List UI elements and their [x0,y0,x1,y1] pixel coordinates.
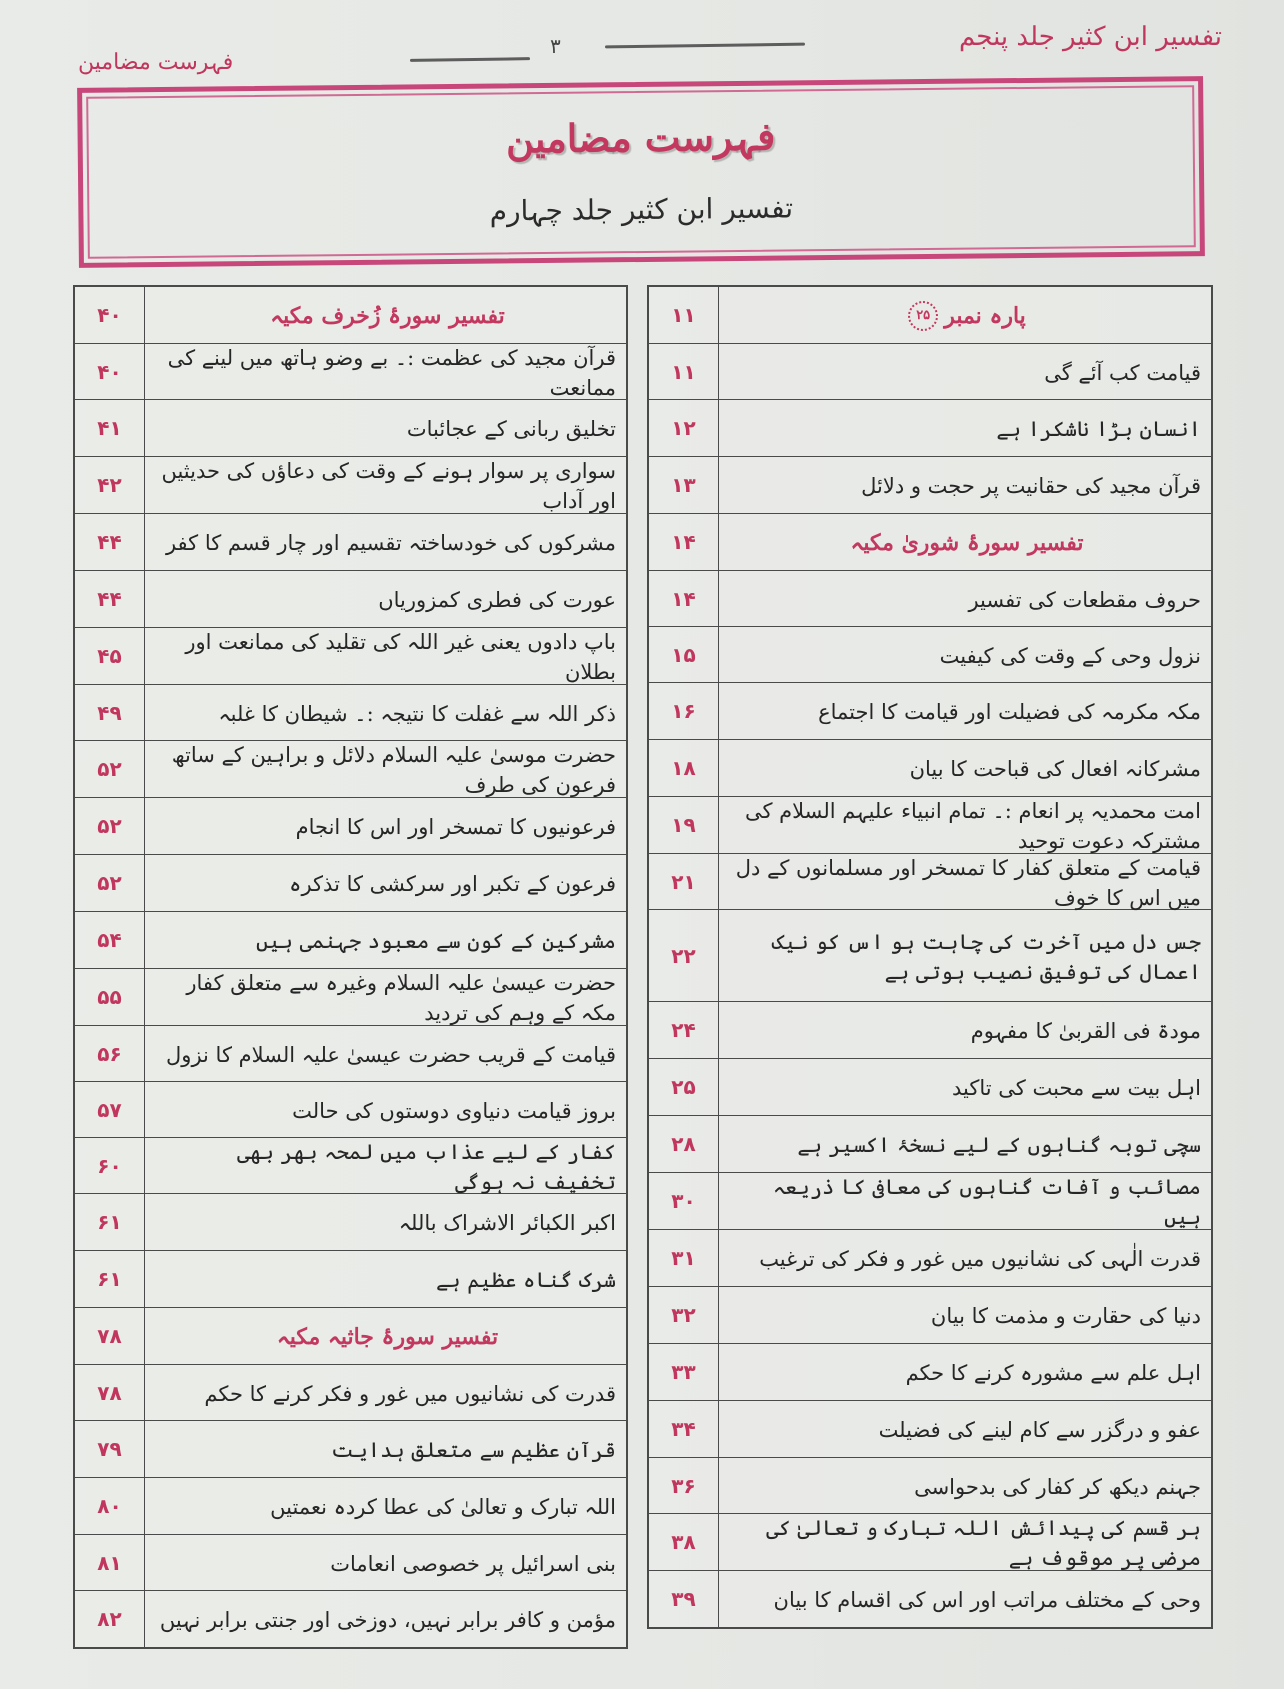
toc-page-number: ۱۳ [649,457,719,513]
page-title: فہرست مضامین [505,113,776,162]
toc-page-number: ۱۸ [649,740,719,796]
toc-entry [649,400,1211,457]
toc-page-number: ۱۵ [649,627,719,682]
toc-entry [75,1082,626,1138]
toc-topic [719,797,1211,853]
toc-section-heading [649,514,1211,571]
page-subtitle: تفسیر ابن کثیر جلد چہارم [489,191,794,228]
topic-text: جس دل میں آخرت کی چاہت ہو اس کو نیک اعمال کی توفیق نصیب ہوتی ہے [771,929,1201,984]
toc-entry [649,1002,1211,1059]
toc-page-number: ۵۲ [75,855,145,911]
toc-topic [719,514,1211,570]
topic-text: اکبر الکبائر الاشراک باللہ [398,1211,616,1235]
toc-page-number: ۵۷ [75,1082,145,1137]
toc-page-number: ۴۴ [75,571,145,627]
topic-text: اہل علم سے مشورہ کرنے کا حکم [905,1361,1201,1385]
topic-text: فرعونیوں کا تمسخر اور اس کا انجام [295,815,616,839]
toc-page-number: ۱۶ [649,683,719,739]
topic-text: حضرت موسیٰ علیہ السلام دلائل و براہین کے ساتھ فرعون کی طرف [171,743,616,797]
toc-entry [649,1173,1211,1230]
toc-page-number: ۱۹ [649,797,719,853]
topic-text: جہنم دیکھ کر کفار کی بدحواسی [914,1474,1201,1499]
topic-text: فرعون کے تکبر اور سرکشی کا تذکرہ [289,872,616,896]
para-number-badge: ۲۵ [908,301,938,331]
toc-topic [145,1138,626,1193]
page-number-rule [410,34,880,64]
toc-entry [75,1421,626,1478]
toc-section-heading [75,1308,626,1365]
toc-topic [145,287,626,343]
toc-page-number: ۶۱ [75,1251,145,1307]
toc-topic [145,1365,626,1420]
toc-page-number: ۴۰ [75,287,145,343]
toc-page-number: ۱۲ [649,400,719,456]
topic-text: نزول وحی کے وقت کی کیفیت [939,643,1201,668]
section-heading-text: تفسیر سورۂ زُخرف مکیہ [270,303,505,329]
topic-text: دنیا کی حقارت و مذمت کا بیان [930,1304,1201,1328]
toc-topic [719,400,1211,456]
topic-text: مصائب و آفات گناہوں کی معافی کا ذریعہ ہیں [772,1175,1201,1229]
topic-text: عورت کی فطری کمزوریاں [378,588,616,612]
toc-topic [719,740,1211,796]
toc-section-heading [75,287,626,344]
toc-entry [649,1401,1211,1458]
toc-topic [719,1458,1211,1513]
toc-topic [145,912,626,968]
toc-page-number: ۳۴ [649,1401,719,1457]
toc-entry [75,855,626,912]
toc-entry [649,627,1211,683]
topic-text: قدرت کی نشانیوں میں غور و فکر کرنے کا حکم [204,1381,616,1406]
running-header-book-title: تفسیر ابن کثیر جلد پنجم [959,22,1222,52]
topic-text: ہر قسم کی پیدائش اللہ تبارک و تعالیٰ کی مرضی پر موقوف ہے [766,1516,1201,1570]
toc-topic [145,571,626,627]
toc-page-number: ۱۱ [649,344,719,399]
toc-entry [649,683,1211,740]
toc-entry [75,1026,626,1082]
toc-entry [75,969,626,1026]
toc-page-number: ۱۱ [649,287,719,343]
toc-entry [649,457,1211,514]
topic-text: اللہ تبارک و تعالیٰ کی عطا کردہ نعمتیں [270,1495,616,1519]
toc-page-number: ۸۱ [75,1535,145,1590]
toc-entry [649,1458,1211,1514]
topic-text: حروف مقطعات کی تفسیر [968,587,1201,612]
topic-text: قرآن مجید کی حقانیت پر حجت و دلائل [861,474,1201,498]
toc-topic [145,628,626,684]
toc-entry [649,1287,1211,1344]
toc-entry [649,1514,1211,1571]
toc-entry [75,685,626,741]
toc-page-number: ۴۵ [75,628,145,684]
toc-entry [75,1194,626,1251]
toc-page-number: ۶۱ [75,1194,145,1250]
toc-topic [145,855,626,911]
toc-entry [649,1344,1211,1401]
toc-topic [145,457,626,513]
topic-text: مؤمن و کافر برابر نہیں، دوزخی اور جنتی برابر نہیں [159,1608,616,1632]
toc-table-right [647,285,1213,1629]
toc-entry [649,854,1211,910]
toc-topic [145,1478,626,1534]
toc-page-number: ۳۹ [649,1571,719,1627]
toc-topic [719,1116,1211,1172]
toc-topic [719,1571,1211,1627]
topic-text: مشرکوں کی خودساختہ تقسیم اور چار قسم کا کفر [165,531,616,555]
toc-entry [75,344,626,400]
toc-topic [719,1401,1211,1457]
topic-text: قدرت الٰہی کی نشانیوں میں غور و فکر کی ترغیب [759,1247,1201,1271]
toc-topic [145,514,626,570]
toc-page-number: ۵۵ [75,969,145,1025]
topic-text: قیامت کے متعلق کفار کا تمسخر اور مسلمانوں کے دل میں اس کا خوف [735,855,1201,910]
toc-page-number: ۸۲ [75,1591,145,1647]
title-frame [77,76,1205,268]
toc-page-number: ۴۹ [75,685,145,740]
toc-page-number: ۲۸ [649,1116,719,1172]
toc-topic [719,910,1211,1001]
toc-topic [719,1173,1211,1229]
toc-entry [649,1571,1211,1627]
toc-topic [145,1026,626,1081]
toc-entry [649,1116,1211,1173]
toc-topic [145,969,626,1025]
topic-text: بنی اسرائیل پر خصوصی انعامات [330,1551,616,1576]
toc-entry [649,797,1211,854]
toc-page-number: ۳۶ [649,1458,719,1513]
toc-entry [75,571,626,628]
toc-topic [145,1251,626,1307]
toc-topic [145,741,626,797]
toc-topic [719,457,1211,513]
toc-entry [75,1535,626,1591]
toc-page-number: ۱۴ [649,514,719,570]
toc-entry [75,628,626,685]
toc-page-number: ۴۴ [75,514,145,570]
toc-topic [145,685,626,740]
toc-topic [719,1230,1211,1286]
running-header-section-title: فہرست مضامین [78,50,234,75]
toc-page-number: ۵۲ [75,741,145,797]
topic-text: قرآن عظیم سے متعلق ہدایت [330,1438,616,1462]
toc-page-number: ۲۴ [649,1002,719,1058]
toc-section-heading [649,287,1211,344]
topic-text: امت محمدیہ پر انعام :۔ تمام انبیاء علیہم السلام کی مشترکہ دعوت توحید [744,799,1201,853]
toc-topic [719,1059,1211,1115]
topic-text: قرآن مجید کی عظمت :۔ بے وضو ہاتھ میں لینے کی ممانعت [167,345,616,400]
toc-topic [719,683,1211,739]
header-rule-left [410,57,530,62]
page-number: ۳ [550,34,561,58]
section-heading-text: پارہ نمبر [944,303,1026,329]
toc-page-number: ۳۲ [649,1287,719,1343]
topic-text: مشرکانہ افعال کی قباحت کا بیان [909,757,1201,781]
toc-topic [719,627,1211,682]
toc-page-number: ۲۱ [649,854,719,909]
section-heading-text: تفسیر سورۂ جاثیہ مکیہ [276,1324,499,1350]
toc-topic [145,1194,626,1250]
toc-entry [649,1059,1211,1116]
toc-entry [649,740,1211,797]
toc-entry [75,1478,626,1535]
header-rule-right [605,43,805,49]
toc-page-number: ۳۸ [649,1514,719,1570]
topic-text: انسان بڑا ناشکرا ہے [996,417,1201,441]
toc-entry [75,912,626,969]
toc-entry [75,741,626,798]
topic-text: حضرت عیسیٰ علیہ السلام وغیرہ سے متعلق کفار مکہ کے وہم کی تردید [186,971,616,1025]
toc-entry [75,1251,626,1308]
topic-text: مودۃ فی القربیٰ کا مفہوم [970,1019,1201,1043]
toc-page-number: ۴۰ [75,344,145,399]
toc-entry [75,1365,626,1421]
toc-page-number: ۳۳ [649,1344,719,1400]
toc-topic [719,1514,1211,1570]
toc-topic [719,854,1211,909]
topic-text: کفار کے لیے عذاب میں لمحہ بھر بھی تخفیف نہ ہوگی [237,1139,616,1194]
toc-page-number: ۷۹ [75,1421,145,1477]
topic-text: وحی کے مختلف مراتب اور اس کی اقسام کا بیان [773,1588,1201,1612]
toc-entry [75,798,626,855]
toc-page-number: ۷۸ [75,1365,145,1420]
toc-page-number: ۵۲ [75,798,145,854]
toc-page-number: ۴۱ [75,400,145,456]
topic-text: مشرکین کے کون سے معبود جہنمی ہیں [256,929,616,953]
toc-page-number: ۵۴ [75,912,145,968]
toc-topic [145,1082,626,1137]
toc-topic [719,571,1211,626]
section-heading-text: تفسیر سورۂ شوریٰ مکیہ [850,530,1084,556]
toc-page-number: ۸۰ [75,1478,145,1534]
toc-entry [75,514,626,571]
toc-entry [649,910,1211,1002]
topic-text: سواری پر سوار ہونے کے وقت کی دعاؤں کی حدیثیں اور آداب [161,459,616,513]
toc-page-number: ۲۲ [649,910,719,1001]
toc-page-number: ۷۸ [75,1308,145,1364]
toc-topic [719,1287,1211,1343]
toc-topic [145,1591,626,1647]
toc-entry [75,1591,626,1647]
toc-entry [75,457,626,514]
toc-entry [75,400,626,457]
topic-text: عفو و درگزر سے کام لینے کی فضیلت [878,1418,1201,1442]
toc-topic [145,344,626,399]
toc-topic [719,344,1211,399]
topic-text: شرک گناہ عظیم ہے [436,1268,616,1292]
toc-page-number: ۵۶ [75,1026,145,1081]
toc-page-number: ۳۱ [649,1230,719,1286]
topic-text: قیامت کب آئے گی [1044,360,1201,385]
toc-topic [145,1308,626,1364]
toc-page-number: ۶۰ [75,1138,145,1193]
topic-text: سچی توبہ گناہوں کے لیے نسخۂ اکسیر ہے [797,1133,1201,1157]
topic-text: اہل بیت سے محبت کی تاکید [952,1076,1201,1100]
topic-text: باپ دادوں یعنی غیر اللہ کی تقلید کی ممانعت اور بطلان [185,630,616,684]
toc-entry [75,1138,626,1194]
topic-text: قیامت کے قریب حضرت عیسیٰ علیہ السلام کا نزول [166,1042,616,1067]
toc-topic [145,1535,626,1590]
toc-entry [649,344,1211,400]
toc-page-number: ۲۵ [649,1059,719,1115]
topic-text: بروز قیامت دنیاوی دوستوں کی حالت [292,1098,616,1123]
toc-page-number: ۴۲ [75,457,145,513]
toc-topic [145,400,626,456]
toc-topic [719,1002,1211,1058]
toc-page-number: ۱۴ [649,571,719,626]
toc-entry [649,571,1211,627]
topic-text: مکہ مکرمہ کی فضیلت اور قیامت کا اجتماع [818,700,1201,724]
topic-text: ذکر اللہ سے غفلت کا نتیجہ :۔ شیطان کا غلبہ [218,701,616,726]
toc-topic [145,798,626,854]
toc-topic [719,287,1211,343]
topic-text: تخلیق ربانی کے عجائبات [406,417,616,441]
toc-table-left [73,285,628,1649]
toc-page-number: ۳۰ [649,1173,719,1229]
toc-topic [719,1344,1211,1400]
toc-entry [649,1230,1211,1287]
toc-topic [145,1421,626,1477]
